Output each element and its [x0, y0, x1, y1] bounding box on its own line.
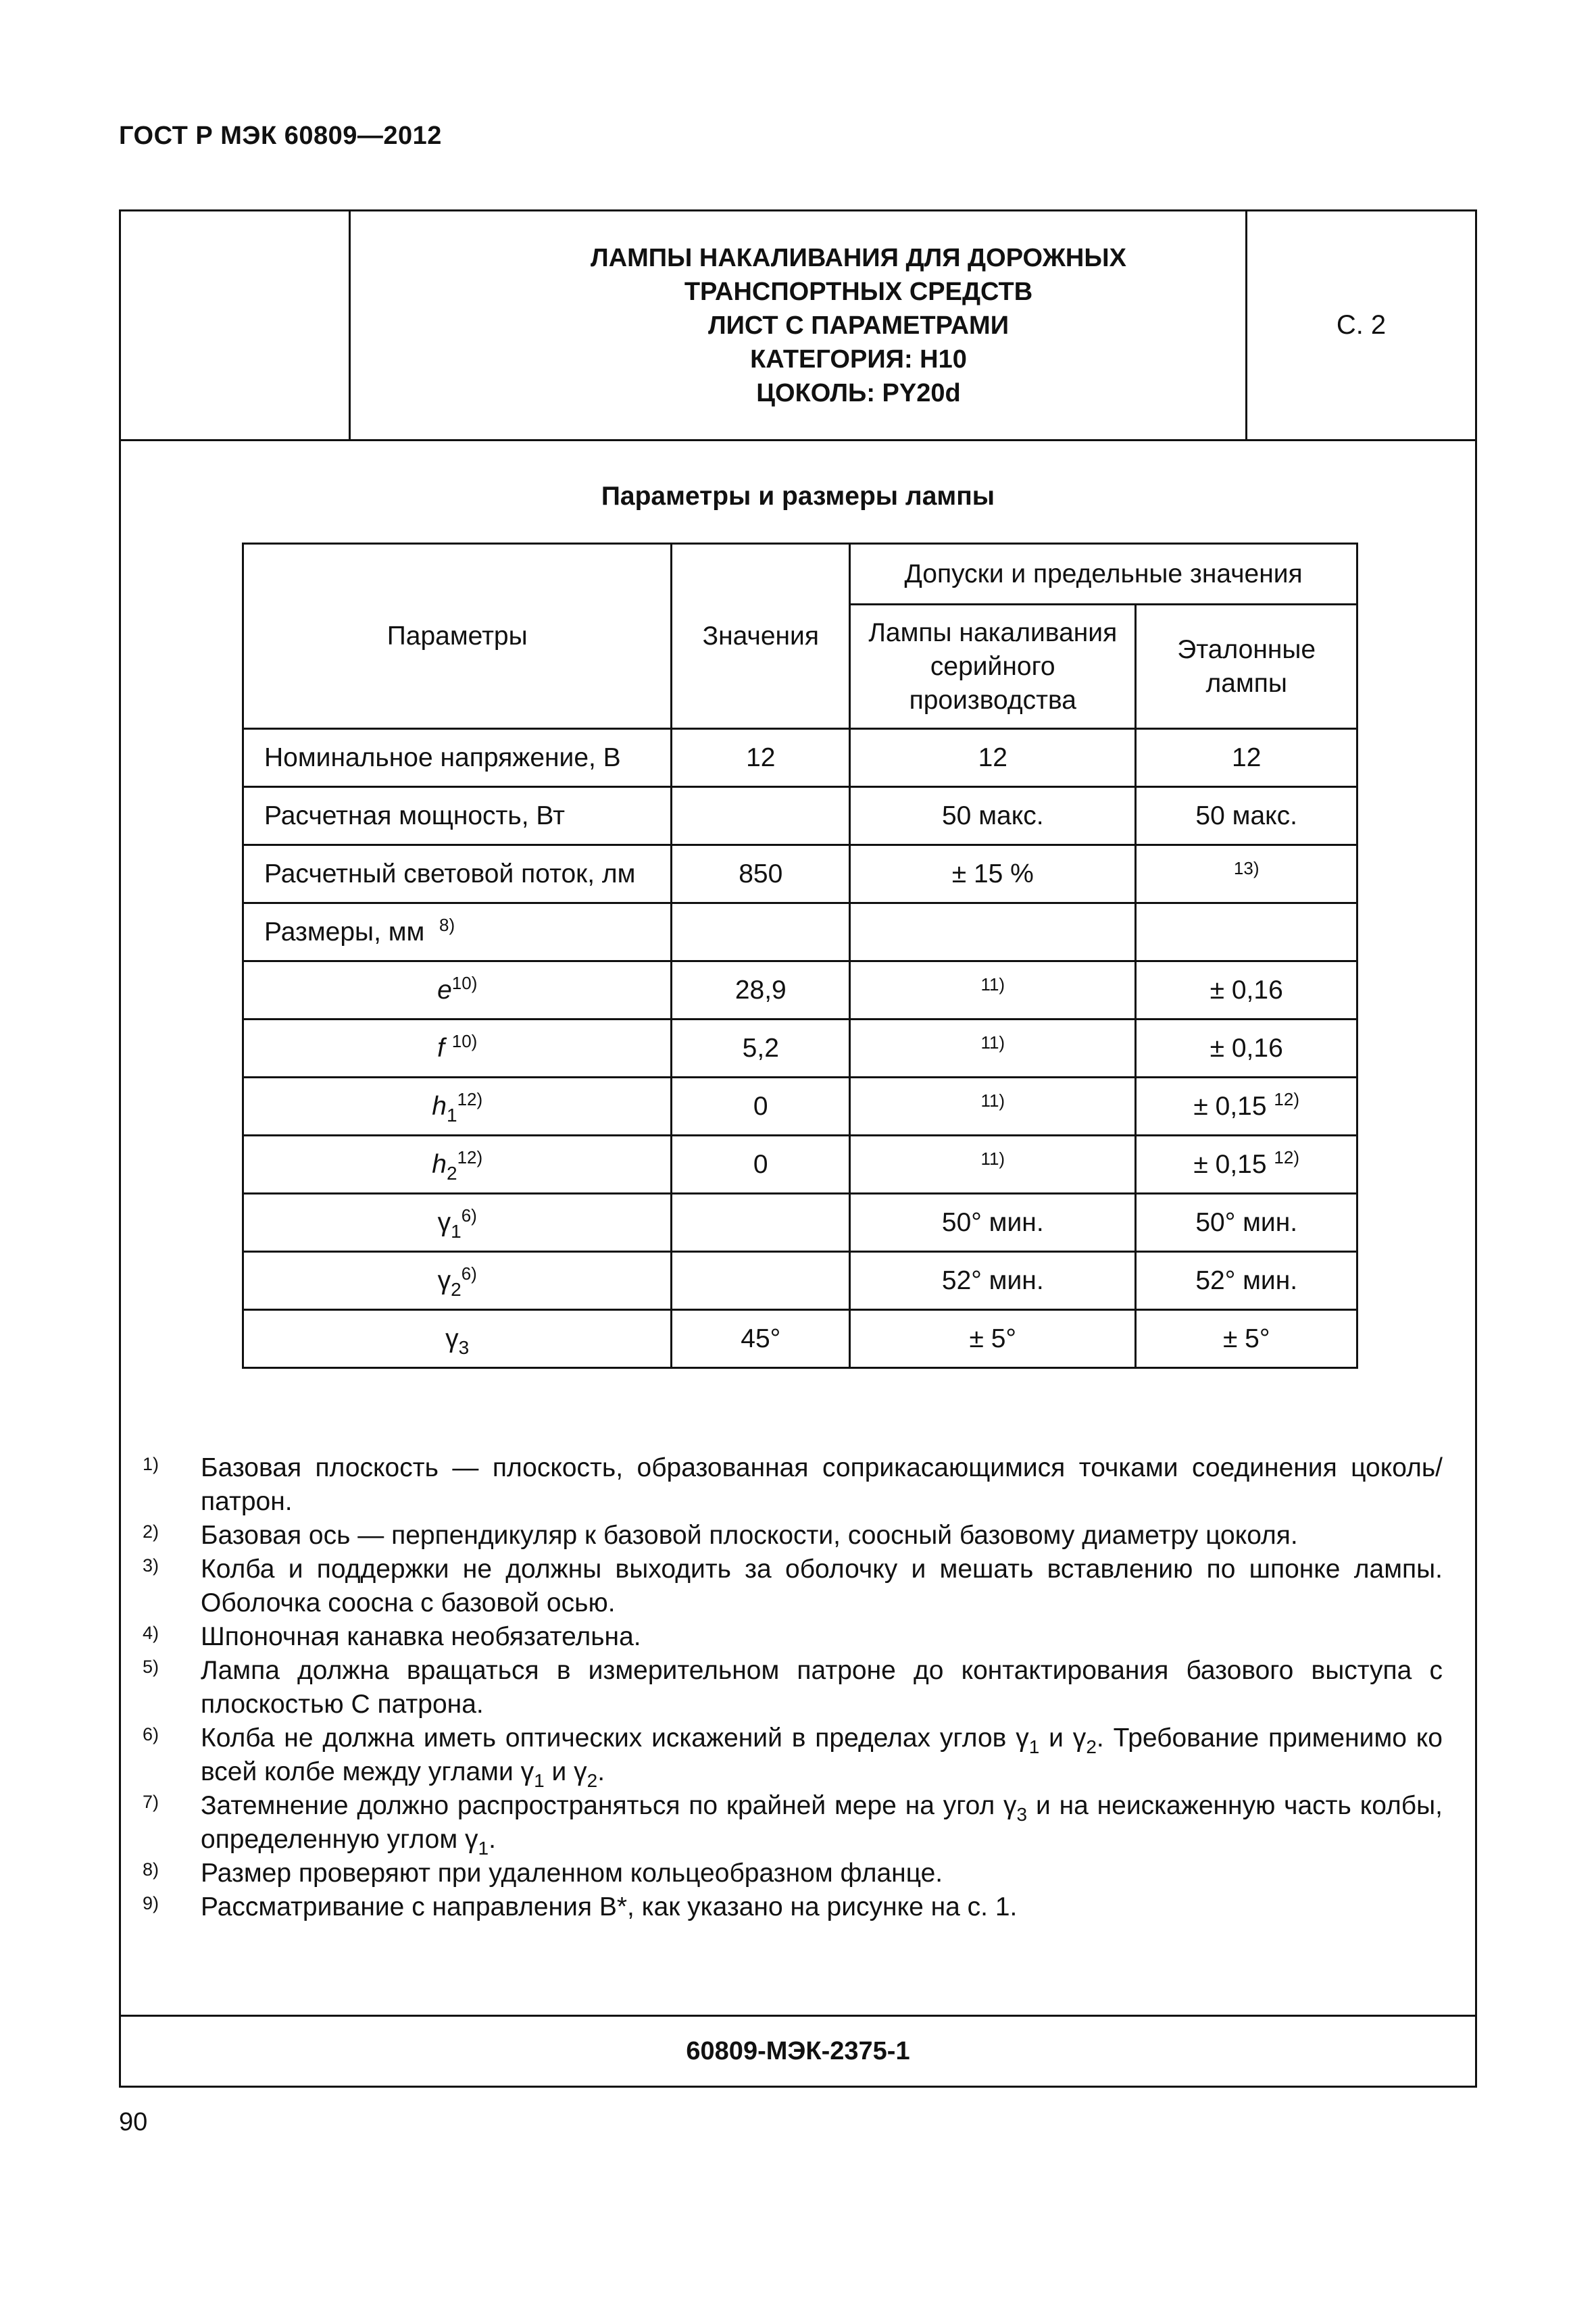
- param-value: [672, 787, 850, 845]
- footnote: [143, 1451, 1443, 1519]
- footnote-ref: 11): [980, 1148, 1005, 1169]
- footnote-ref: 11): [980, 974, 1005, 995]
- param-serial: ± 5°: [850, 1310, 1136, 1368]
- title-block-left-cell: [121, 211, 351, 439]
- param-name: Расчетная мощность, Вт: [243, 787, 672, 845]
- param-value: 0: [672, 1136, 850, 1194]
- footnote: [143, 1857, 1443, 1890]
- table-row: [243, 1020, 1357, 1078]
- footnote-number: 5): [143, 1657, 159, 1677]
- sheet-number: С. 2: [1245, 211, 1475, 439]
- param-serial: 12: [850, 729, 1136, 787]
- sheet-frame: [119, 209, 1477, 2088]
- footnote-text: Шпоночная канавка необязательна.: [201, 1622, 641, 1651]
- footnote-text: [201, 1724, 1443, 1791]
- param-name: Номинальное напряжение, В: [243, 729, 672, 787]
- param-serial: 50 макс.: [850, 787, 1136, 845]
- subscript: 3: [1016, 1804, 1028, 1825]
- table-row: [243, 1136, 1357, 1194]
- param-serial: ± 15 %: [850, 845, 1136, 903]
- footnote: [143, 1654, 1443, 1721]
- title-line: ЦОКОЛЬ: PY20d: [756, 378, 961, 407]
- param-value: [672, 1194, 850, 1252]
- footnote-ref: 8): [439, 914, 455, 935]
- symbol-subscript: 3: [458, 1336, 470, 1358]
- footnote-ref: 6): [461, 1205, 477, 1226]
- page-number: 90: [119, 2108, 148, 2136]
- footnote-text-part: и γ: [1039, 1724, 1087, 1753]
- param-serial: [850, 1078, 1136, 1136]
- footnote-text-part: Колба не должна иметь оптических искажений в пределах углов γ: [201, 1724, 1029, 1753]
- footnote-number: 1): [143, 1454, 159, 1474]
- param-name: [243, 903, 672, 961]
- table-row: [243, 1078, 1357, 1136]
- footnote-number: 2): [143, 1521, 159, 1542]
- symbol-text: γ: [437, 1207, 451, 1237]
- symbol-text: γ: [437, 1265, 451, 1295]
- param-symbol: [243, 1310, 672, 1368]
- footnote-ref: 13): [1233, 857, 1260, 878]
- table-row: [243, 1252, 1357, 1310]
- symbol-text: e: [437, 975, 452, 1005]
- title-block: [121, 211, 1475, 441]
- param-value: 45°: [672, 1310, 850, 1368]
- header-tolerances: Допуски и предельные значения: [850, 544, 1357, 605]
- param-symbol: [243, 1078, 672, 1136]
- table-row: [243, 1310, 1357, 1368]
- footnote-text-part: . Требование применимо ко всей колбе между углами γ: [201, 1724, 1443, 1786]
- table-row: [243, 903, 1357, 961]
- header-values: Значения: [672, 544, 850, 729]
- footnote-ref: 11): [980, 1090, 1005, 1111]
- title-line: КАТЕГОРИЯ: H10: [750, 345, 967, 374]
- param-reference: 50° мин.: [1136, 1194, 1357, 1252]
- footnote: [143, 1553, 1443, 1620]
- param-reference: [1136, 1136, 1357, 1194]
- param-name-text: Размеры, мм: [264, 917, 425, 947]
- param-value: 0: [672, 1078, 850, 1136]
- parameters-table: [242, 543, 1358, 1369]
- footnote-ref: 6): [461, 1263, 477, 1284]
- param-reference: ± 5°: [1136, 1310, 1357, 1368]
- footnote-ref: 11): [980, 1032, 1005, 1053]
- param-value: 850: [672, 845, 850, 903]
- footnote-number: 6): [143, 1724, 159, 1744]
- footnote-number: 3): [143, 1555, 159, 1576]
- param-reference: ± 0,16: [1136, 961, 1357, 1020]
- subscript: 1: [478, 1838, 489, 1859]
- footnote-text-part: и γ: [544, 1757, 587, 1786]
- param-reference: 52° мин.: [1136, 1252, 1357, 1310]
- param-symbol: [243, 1136, 672, 1194]
- symbol-text: γ: [445, 1324, 459, 1353]
- footnote-text-part: .: [489, 1825, 496, 1854]
- footnotes: [143, 1451, 1443, 1924]
- footnote: [143, 1721, 1443, 1789]
- table-row: [243, 787, 1357, 845]
- param-reference: [1136, 845, 1357, 903]
- footnote: [143, 1890, 1443, 1924]
- title-line: ЛАМПЫ НАКАЛИВАНИЯ ДЛЯ ДОРОЖНЫХ: [591, 243, 1126, 272]
- param-serial: [850, 903, 1136, 961]
- footnote: [143, 1789, 1443, 1857]
- footnote-text: Размер проверяют при удаленном кольцеобразном фланце.: [201, 1859, 943, 1888]
- param-reference: [1136, 903, 1357, 961]
- param-reference: ± 0,16: [1136, 1020, 1357, 1078]
- param-reference: 50 макс.: [1136, 787, 1357, 845]
- table-row: [243, 729, 1357, 787]
- footnote-text: Рассматривание с направления В*, как указано на рисунке на с. 1.: [201, 1892, 1018, 1921]
- symbol-text: f: [437, 1033, 445, 1063]
- symbol-text: h: [432, 1091, 447, 1121]
- param-value: 5,2: [672, 1020, 850, 1078]
- table-row: [243, 1194, 1357, 1252]
- section-title: Параметры и размеры лампы: [601, 482, 995, 511]
- footnote-text: Лампа должна вращаться в измерительном патроне до контактирования базового выступа с плоскостью С патрона.: [201, 1656, 1443, 1719]
- footnote-number: 8): [143, 1859, 159, 1880]
- footnote-text-part: .: [597, 1757, 605, 1786]
- param-value: [672, 1252, 850, 1310]
- footnote-text: Базовая плоскость — плоскость, образованная соприкасающимися точками соединения цоколь/патрон.: [201, 1453, 1443, 1516]
- param-name: Расчетный световой поток, лм: [243, 845, 672, 903]
- subscript: 1: [534, 1770, 545, 1791]
- param-value: [672, 903, 850, 961]
- param-serial: 50° мин.: [850, 1194, 1136, 1252]
- footnote-ref: 12): [457, 1147, 483, 1167]
- footnote-number: 9): [143, 1893, 159, 1913]
- param-symbol: [243, 1020, 672, 1078]
- param-serial: 52° мин.: [850, 1252, 1136, 1310]
- param-reference: [1136, 1078, 1357, 1136]
- param-value: 28,9: [672, 961, 850, 1020]
- footnote: [143, 1519, 1443, 1553]
- param-symbol: [243, 961, 672, 1020]
- subscript: 2: [587, 1770, 598, 1791]
- param-serial: [850, 1136, 1136, 1194]
- title-line: ТРАНСПОРТНЫХ СРЕДСТВ: [684, 277, 1033, 306]
- footnote-ref: 10): [451, 972, 478, 993]
- symbol-subscript: 2: [451, 1278, 462, 1300]
- footnote-ref: 12): [1274, 1088, 1299, 1109]
- footnote-ref: 12): [1274, 1147, 1299, 1167]
- footnote-number: 4): [143, 1623, 159, 1643]
- table-row: [243, 961, 1357, 1020]
- header-params: Параметры: [243, 544, 672, 729]
- param-symbol: [243, 1194, 672, 1252]
- reference-text: ± 0,15: [1193, 1091, 1267, 1121]
- title-block-center: [351, 211, 1366, 439]
- sheet-code: 60809-МЭК-2375-1: [121, 2015, 1475, 2086]
- footnote-ref: 12): [457, 1088, 483, 1109]
- footnote-text: [201, 1791, 1443, 1859]
- footnote-ref: 10): [451, 1030, 478, 1051]
- footnote-text-part: и на неискаженную часть колбы, определенную углом γ: [201, 1791, 1443, 1854]
- symbol-subscript: 2: [446, 1162, 457, 1184]
- header-serial: Лампы накаливания серийного производства: [850, 605, 1136, 729]
- document-header: ГОСТ Р МЭК 60809—2012: [119, 122, 442, 150]
- symbol-subscript: 1: [451, 1220, 462, 1242]
- footnote-number: 7): [143, 1792, 159, 1812]
- footnote-text: Колба и поддержки не должны выходить за оболочку и мешать вставлению по шпонке лампы. Оболочка соосна с базовой осью.: [201, 1555, 1443, 1617]
- table-row: [243, 845, 1357, 903]
- param-value: 12: [672, 729, 850, 787]
- symbol-subscript: 1: [446, 1104, 457, 1126]
- param-reference: 12: [1136, 729, 1357, 787]
- reference-text: ± 0,15: [1193, 1149, 1267, 1179]
- footnote: [143, 1620, 1443, 1654]
- footnote-text: Базовая ось — перпендикуляр к базовой плоскости, соосный базовому диаметру цоколя.: [201, 1521, 1298, 1550]
- param-symbol: [243, 1252, 672, 1310]
- symbol-text: h: [432, 1149, 447, 1179]
- title-line: ЛИСТ С ПАРАМЕТРАМИ: [707, 311, 1009, 340]
- param-serial: [850, 961, 1136, 1020]
- subscript: 1: [1028, 1736, 1040, 1757]
- footnote-text-part: Затемнение должно распространяться по крайней мере на угол γ: [201, 1791, 1017, 1820]
- header-reference: Эталонные лампы: [1136, 605, 1357, 729]
- subscript: 2: [1086, 1736, 1097, 1757]
- param-serial: [850, 1020, 1136, 1078]
